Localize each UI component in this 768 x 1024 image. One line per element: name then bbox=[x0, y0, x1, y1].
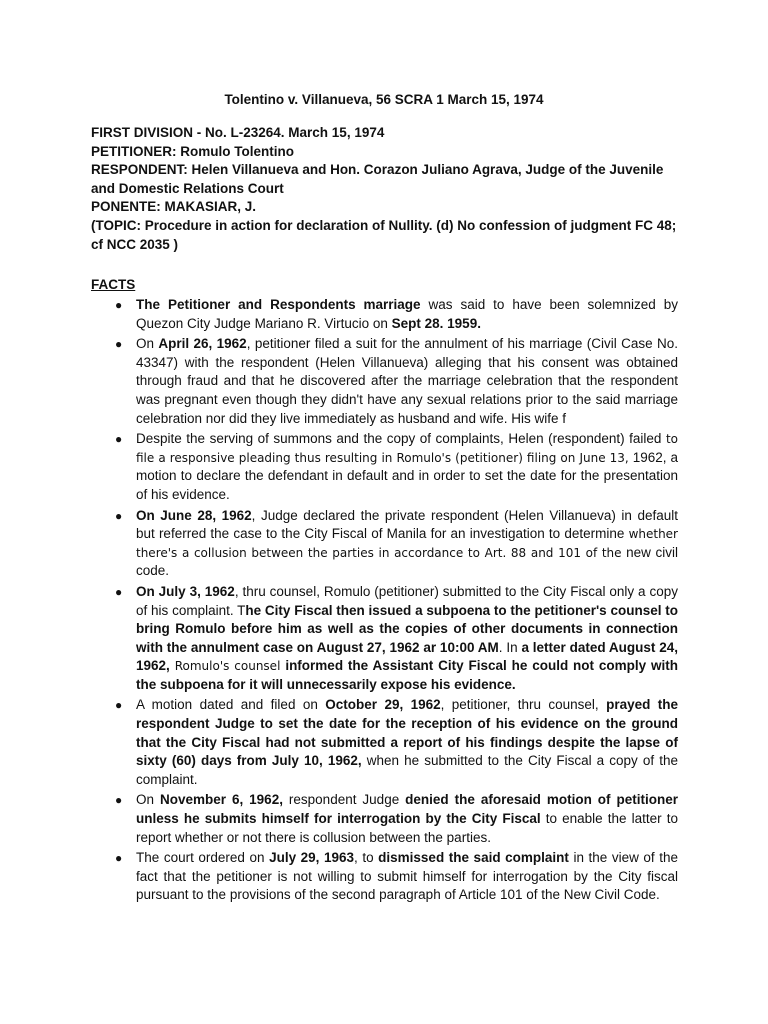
fact-item: ● The court ordered on July 29, 1963, to dismissed the said complaint in the view of the fact that the petitioner is not willing to submit himself for interrogation by the City fiscal pursuant to the provisions of the second paragraph of Article 101 of the New Civil Code. bbox=[115, 850, 678, 903]
facts-heading: FACTS bbox=[91, 277, 136, 292]
fact-item: ● On November 6, 1962, respondent Judge denied the aforesaid motion of petitioner unless he submits himself for interrogation by the City Fiscal to enable the latter to report whether or not there is collusion between the parties. bbox=[115, 792, 678, 845]
bullet-icon: ● bbox=[115, 584, 123, 599]
petitioner-line: PETITIONER: Romulo Tolentino bbox=[91, 143, 294, 159]
fact-item: ● On April 26, 1962, petitioner filed a suit for the annulment of his marriage (Civil Case No. 43347) with the respondent (Helen Villanueva) alleging that his consent was obtained through fraud and that he discovered after the marriage celebration that the respondent was pregnant even though they didn't have any sexual relations prior to the said marriage celebration nor did they live immediately as husband and wife. His wife f bbox=[115, 336, 678, 426]
fact-item: ● On June 28, 1962, Judge declared the private respondent (Helen Villanueva) in default but referred the case to the City Fiscal of Manila for an investigation to determine whether there's a collusion between the parties in accordance to Art. 88 and 101 of the new civil code. bbox=[115, 507, 678, 579]
respondent-line: RESPONDENT: Helen Villanueva and Hon. Corazon Juliano Agrava, Judge of the Juvenile and Domestic Relations Court bbox=[91, 162, 664, 196]
bullet-icon: ● bbox=[115, 508, 123, 523]
fact-item: ● A motion dated and filed on October 29, 1962, petitioner, thru counsel, prayed the respondent Judge to set the date for the reception of his evidence on the ground that the City Fiscal had not submitted a report of his findings despite the lapse of sixty (60) days from July 10, 1962, when he submitted to the City Fiscal a copy of the complaint. bbox=[115, 697, 678, 787]
case-header bbox=[91, 124, 691, 254]
bullet-icon: ● bbox=[115, 337, 123, 352]
division-line: FIRST DIVISION - No. L-23264. March 15, 1974 bbox=[91, 125, 385, 140]
facts-list bbox=[91, 296, 678, 907]
bullet-icon: ● bbox=[115, 698, 123, 713]
ponente-line: PONENTE: MAKASIAR, J. bbox=[91, 199, 257, 215]
case-title: Tolentino v. Villanueva, 56 SCRA 1 March 15, 1974 bbox=[224, 92, 544, 107]
fact-item: ● The Petitioner and Respondents marriage was said to have been solemnized by Quezon City Judge Mariano R. Virtucio on Sept 28. 1959. bbox=[115, 297, 679, 331]
bullet-icon: ● bbox=[115, 432, 123, 447]
topic-line: (TOPIC: Procedure in action for declaration of Nullity. (d) No confession of judgment FC 48; cf NCC 2035 ) bbox=[91, 217, 677, 252]
fact-item: ● Despite the serving of summons and the copy of complaints, Helen (respondent) failed to file a responsive pleading thus resulting in Romulo's (petitioner) filing on June 13, 1962, a motion to declare the defendant in default and in order to set the date for the presentation of his evidence. bbox=[115, 431, 678, 502]
bullet-icon: ● bbox=[115, 851, 123, 866]
fact-item: ● On July 3, 1962, thru counsel, Romulo (petitioner) submitted to the City Fiscal only a copy of his complaint. The City Fiscal then issued a subpoena to the petitioner's counsel to bring Romulo before him as well as the copies of other documents in connection with the annulment case on August 27, 1962 ar 10:00 AM. In a letter dated August 24, 1962, Romulo's counsel informed the Assistant City Fiscal he could not comply with the subpoena for it will unnecessarily expose his evidence. bbox=[115, 583, 678, 692]
bullet-icon: ● bbox=[115, 793, 123, 808]
bullet-icon: ● bbox=[115, 298, 123, 312]
